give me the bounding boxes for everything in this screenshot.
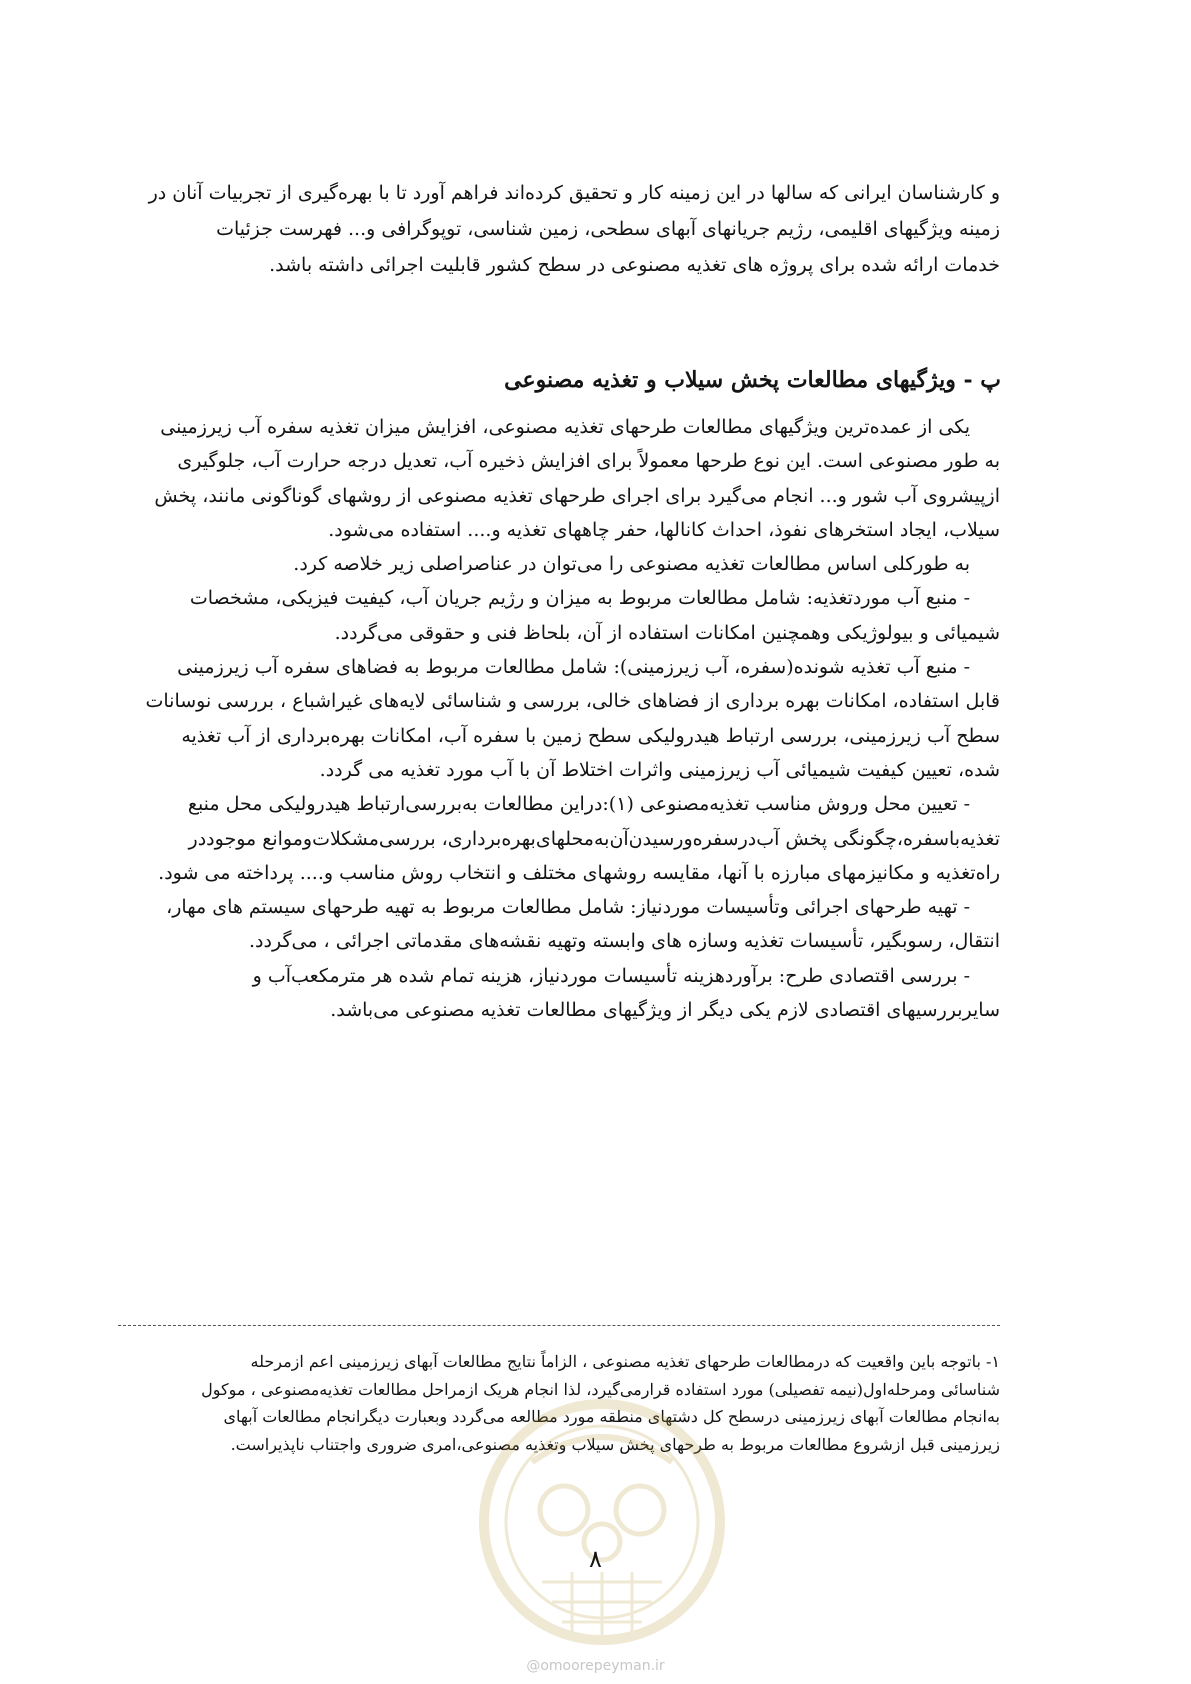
footnote-divider (118, 1325, 1000, 1326)
intro-line: خدمات ارائه شده برای پروژه های تغذیه مصنوعی در سطح کشور قابلیت اجرائی داشته باشد. (269, 254, 1000, 276)
page-number: ۸ (589, 1545, 602, 1573)
list-item-aquifer: - منبع آب تغذیه شونده(سفره، آب زیرزمینی): شامل مطالعات مربوط به فضاهای سفره آب زیرزمینی (177, 656, 970, 679)
footnote-line: شناسائی ومرحله‌اول(نیمه تفصیلی) مورد استفاده قرارمی‌گیرد، لذا انجام هریک ازمراحل مطالعات تغذیه‌مصنوعی ، موکول (201, 1379, 1000, 1399)
body-line: سایربررسیهای اقتصادی لازم یکی دیگر از ویژگیهای مطالعات تغذیه مصنوعی می‌باشد. (330, 999, 1000, 1022)
intro-paragraph (118, 175, 1000, 283)
body-line: یکی از عمده‌ترین ویژگیهای مطالعات طرحهای تغذیه مصنوعی، افزایش میزان تغذیه سفره آب زیرزمینی (160, 416, 970, 438)
footnote (118, 1348, 1000, 1458)
section-body (118, 410, 1000, 1027)
body-line: سیلاب، ایجاد استخرهای نفوذ، احداث کانالها، حفر چاههای تغذیه و.... استفاده می‌شود. (328, 518, 1000, 541)
watermark-url: @omoorepeyman.ir (526, 1658, 665, 1674)
footnote-line: زیرزمینی قبل ازشروع مطالعات مربوط به طرحهای پخش سیلاب وتغذیه مصنوعی،امری ضروری واجتناب ناپذیراست. (230, 1434, 1000, 1454)
list-item-economic-review: - بررسی اقتصادی طرح: برآوردهزینه تأسیسات موردنیاز، هزینه تمام شده هر مترمکعب‌آب و (252, 964, 970, 987)
body-line: ازپیشروی آب شور و... انجام می‌گیرد برای اجرای طرحهای تغذیه مصنوعی از روشهای گوناگونی مانند، پخش (154, 484, 1000, 507)
body-line: راه‌تغذیه و مکانیزمهای مبارزه با آنها، مقایسه روشهای مختلف و انتخاب روش مناسب و.... پرداخته می شود. (158, 861, 1000, 884)
body-line: به طور مصنوعی است. این نوع طرحها معمولاً برای افزایش ذخیره آب، تعدیل درجه حرارت آب، جلوگیری (177, 450, 1000, 473)
list-item-execution-plans: - تهیه طرحهای اجرائی وتأسیسات موردنیاز: شامل مطالعات مربوط به تهیه طرحهای سیستم های مهار، (166, 896, 970, 919)
body-line: سطح آب زیرزمینی، بررسی ارتباط هیدرولیکی سطح زمین با سفره آب، امکانات بهره‌برداری از آب تغذیه (181, 724, 1000, 747)
body-line: قابل استفاده، امکانات بهره برداری از فضاهای خالی، بررسی و شناسائی لایه‌های غیراشباع ، بررسی نوسانات (145, 690, 1000, 713)
body-line: شده، تعیین کیفیت شیمیائی آب زیرزمینی واثرات اختلاط آن با آب مورد تغذیه می گردد. (319, 758, 1000, 781)
section-heading: پ - ویژگیهای مطالعات پخش سیلاب و تغذیه مصنوعی (504, 367, 1001, 393)
footnote-line: ۱- باتوجه باین واقعیت که درمطالعات طرحهای تغذیه مصنوعی ، الزاماً نتایج مطالعات آبهای زیرزمینی اعم ازمرحله (250, 1352, 1000, 1371)
body-line: به طورکلی اساس مطالعات تغذیه مصنوعی را می‌توان در عناصراصلی زیر خلاصه کرد. (293, 553, 970, 576)
body-line: تغذیه‌باسفره،چگونگی پخش آب‌درسفره‌ورسیدن‌آن‌به‌محلهای‌بهره‌برداری، بررسی‌مشکلات‌وموانع موجوددر (188, 827, 1000, 850)
list-item-water-source: - منبع آب موردتغذیه: شامل مطالعات مربوط به میزان و رژیم جریان آب، کیفیت فیزیکی، مشخصات (189, 587, 970, 610)
intro-line: و کارشناسان ایرانی که سالها در این زمینه کار و تحقیق کرده‌اند فراهم آورد تا با بهره‌گیری از تجربیات آنان در (148, 182, 1000, 204)
list-item-site-method: - تعیین محل وروش مناسب تغذیه‌مصنوعی (۱):دراین مطالعات به‌بررسی‌ارتباط هیدرولیکی محل منبع (187, 793, 970, 816)
body-line: شیمیائی و بیولوژیکی وهمچنین امکانات استفاده از آن، بلحاظ فنی و حقوقی می‌گردد. (334, 621, 1000, 644)
body-line: انتقال، رسوبگیر، تأسیسات تغذیه وسازه های وابسته وتهیه نقشه‌های مقدماتی اجرائی ، می‌گردد. (249, 930, 1000, 953)
intro-line: زمینه ویژگیهای اقلیمی، رژیم جریانهای آبهای سطحی، زمین شناسی، توپوگرافی و... فهرست جزئیات (216, 218, 1000, 240)
footnote-line: به‌انجام مطالعات آبهای زیرزمینی درسطح کل دشتهای منطقه مورد مطالعه می‌گردد وبعبارت دیگرانجام مطالعات آبهای (223, 1407, 1000, 1426)
